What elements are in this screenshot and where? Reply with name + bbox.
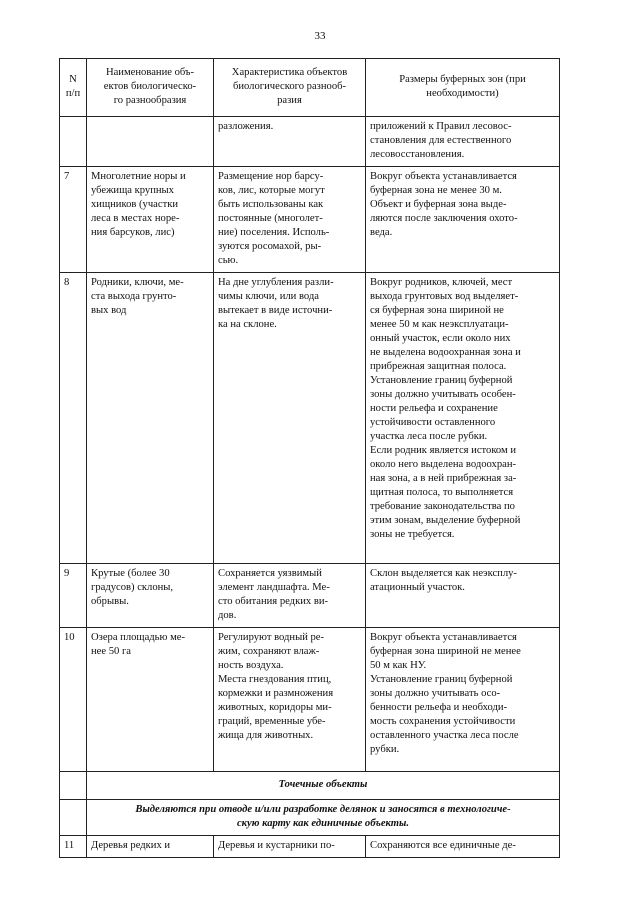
cell-buffer-size: Вокруг родников, ключей, мест выхода грунтовых вод выделяет- ся буферная зона шириной не менее 50 м как неэксплуатаци- онный участок, если около них не выделена водоохранная зона и прибрежная защитная полоса. Установление границ буферной зоны должно учитывать особен- ности рельефа и сохранение устойчивости оставленного участка леса после рубки. Если родник является истоком и около него выделена водоохран- ная зона, а в ней прибрежная за- щитная полоса, то выполняется требование законодательства по этим зонам, выделение буферной зоны не требуется. <box>366 273 560 564</box>
table-row <box>60 273 560 564</box>
table-row <box>60 564 560 628</box>
cell-characteristic: Регулируют водный ре- жим, сохраняют влаж- ность воздуха. Места гнездования птиц, кормежки и размножения животных, коридоры ми- граций, временные убе- жища для животных. <box>214 628 366 772</box>
section-note: Выделяются при отводе и/или разработке делянок и заносятся в технологиче- скую карту как единичные объекты. <box>87 800 560 836</box>
cell-buffer-size: приложений к Правил лесовос- становления для естественного лесовосстановления. <box>366 117 560 167</box>
cell-characteristic: разложения. <box>214 117 366 167</box>
cell-number: 9 <box>60 564 87 628</box>
cell-name: Многолетние норы и убежища крупных хищников (участки леса в местах норе- ния барсуков, лис) <box>87 167 214 273</box>
biodiversity-table <box>59 58 560 858</box>
cell-characteristic: Деревья и кустарники по- <box>214 836 366 858</box>
cell-characteristic: Размещение нор барсу- ков, лис, которые могут быть использованы как постоянные (многолет- ние) поселения. Исполь- зуются росомахой, ры- сью. <box>214 167 366 273</box>
header-buffer-size: Размеры буферных зон (при необходимости) <box>366 59 560 117</box>
cell-buffer-size: Сохраняются все единичные де- <box>366 836 560 858</box>
table-row <box>60 117 560 167</box>
cell-empty <box>60 772 87 800</box>
cell-number: 11 <box>60 836 87 858</box>
cell-name: Деревья редких и <box>87 836 214 858</box>
cell-number: 7 <box>60 167 87 273</box>
header-number: N п/п <box>60 59 87 117</box>
table-row <box>60 167 560 273</box>
cell-buffer-size: Вокруг объекта устанавливается буферная зона не менее 30 м. Объект и буферная зона выде- ляются после заключения охото- веда. <box>366 167 560 273</box>
cell-number: 8 <box>60 273 87 564</box>
cell-number <box>60 117 87 167</box>
cell-buffer-size: Склон выделяется как неэксплу- атационный участок. <box>366 564 560 628</box>
table-header-row <box>60 59 560 117</box>
table-row <box>60 836 560 858</box>
cell-name <box>87 117 214 167</box>
section-title: Точечные объекты <box>87 772 560 800</box>
cell-name: Озера площадью ме- нее 50 га <box>87 628 214 772</box>
cell-characteristic: Сохраняется уязвимый элемент ландшафта. Ме- сто обитания редких ви- дов. <box>214 564 366 628</box>
table-row <box>60 628 560 772</box>
header-object-name: Наименование объ- ектов биологическо- го разнообразия <box>87 59 214 117</box>
cell-buffer-size: Вокруг объекта устанавливается буферная зона шириной не менее 50 м как НУ. Установление границ буферной зоны должно учитывать осо- бенности рельефа и необходи- мость сохранения устойчивости оставленного участка леса после рубки. <box>366 628 560 772</box>
header-characteristic: Характеристика объектов биологического разнооб- разия <box>214 59 366 117</box>
cell-name: Родники, ключи, ме- ста выхода грунто- вых вод <box>87 273 214 564</box>
section-title-row <box>60 772 560 800</box>
page-number: 33 <box>314 30 326 42</box>
cell-characteristic: На дне углубления разли- чимы ключи, или вода вытекает в виде источни- ка на склоне. <box>214 273 366 564</box>
cell-empty <box>60 800 87 836</box>
cell-number: 10 <box>60 628 87 772</box>
section-note-row <box>60 800 560 836</box>
cell-name: Крутые (более 30 градусов) склоны, обрывы. <box>87 564 214 628</box>
